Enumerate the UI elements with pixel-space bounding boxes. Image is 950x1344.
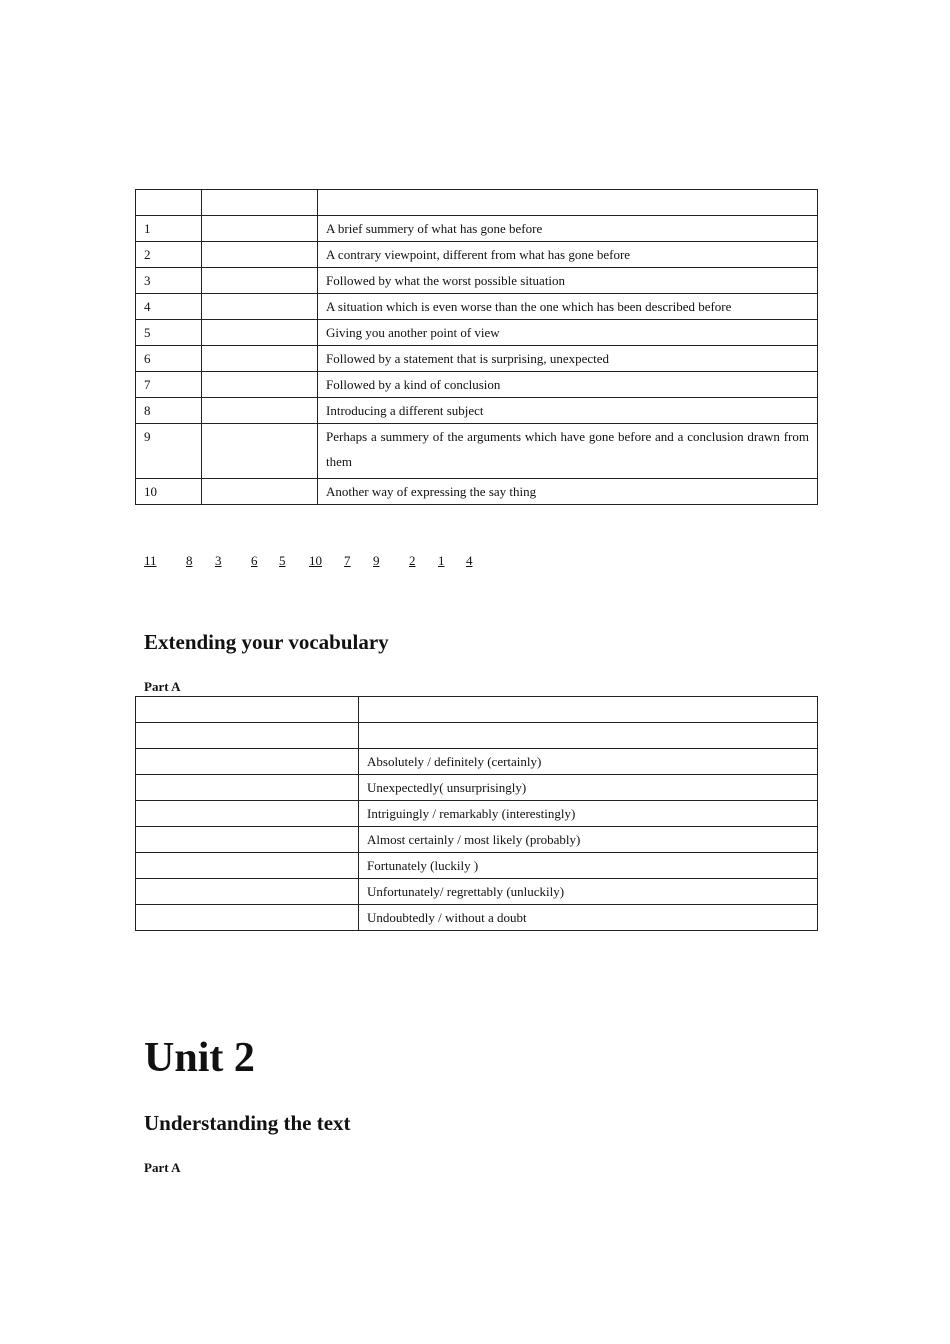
table-cell xyxy=(136,905,359,931)
table-row xyxy=(136,749,818,775)
table-cell: Fortunately (luckily ) xyxy=(359,853,818,879)
answer-item: 9 xyxy=(373,553,380,568)
row-description: A situation which is even worse than the one which has been described before xyxy=(318,294,818,320)
table-row xyxy=(136,216,818,242)
table-cell xyxy=(136,879,359,905)
answer-cell xyxy=(202,424,318,479)
row-description: Perhaps a summery of the arguments which have gone before and a conclusion drawn from them xyxy=(318,424,818,479)
table-header-row xyxy=(136,190,818,216)
table-row xyxy=(136,320,818,346)
section-heading: Extending your vocabulary xyxy=(144,630,389,654)
row-number: 2 xyxy=(136,242,202,268)
answer-item: 4 xyxy=(466,553,473,568)
table-cell xyxy=(202,190,318,216)
table-cell xyxy=(136,801,359,827)
table-cell xyxy=(136,853,359,879)
table-cell xyxy=(136,697,359,723)
answer-item: 1 xyxy=(438,553,445,568)
answer-item: 6 xyxy=(251,553,258,568)
answer-cell xyxy=(202,346,318,372)
part-label: Part A xyxy=(144,679,181,694)
table-row xyxy=(136,268,818,294)
row-number: 9 xyxy=(136,424,202,479)
unit-title: Unit 2 xyxy=(144,1035,255,1081)
answer-item: 11 xyxy=(144,553,157,568)
answer-cell xyxy=(202,216,318,242)
row-description: Followed by a kind of conclusion xyxy=(318,372,818,398)
row-number: 7 xyxy=(136,372,202,398)
table-cell: Unfortunately/ regrettably (unluckily) xyxy=(359,879,818,905)
table-cell xyxy=(318,190,818,216)
table-row xyxy=(136,853,818,879)
answer-cell xyxy=(202,398,318,424)
table-cell: Almost certainly / most likely (probably) xyxy=(359,827,818,853)
answer-item: 7 xyxy=(344,553,351,568)
table-cell xyxy=(136,749,359,775)
table-row xyxy=(136,905,818,931)
answer-cell xyxy=(202,320,318,346)
row-number: 3 xyxy=(136,268,202,294)
vocabulary-table xyxy=(135,696,818,931)
row-number: 6 xyxy=(136,346,202,372)
table-cell xyxy=(136,827,359,853)
table-row xyxy=(136,346,818,372)
answer-item: 8 xyxy=(186,553,193,568)
table-cell xyxy=(136,723,359,749)
table-cell xyxy=(136,190,202,216)
answer-item: 3 xyxy=(215,553,222,568)
table-row xyxy=(136,697,818,723)
table-row xyxy=(136,827,818,853)
table-cell: Unexpectedly( unsurprisingly) xyxy=(359,775,818,801)
row-description: Introducing a different subject xyxy=(318,398,818,424)
table-row xyxy=(136,294,818,320)
answer-cell xyxy=(202,294,318,320)
answer-item: 10 xyxy=(309,553,322,568)
answer-cell xyxy=(202,242,318,268)
row-description: Another way of expressing the say thing xyxy=(318,479,818,505)
answer-cell xyxy=(202,479,318,505)
table-cell: Intriguingly / remarkably (interestingly) xyxy=(359,801,818,827)
table-row xyxy=(136,801,818,827)
row-number: 5 xyxy=(136,320,202,346)
row-description: Followed by a statement that is surprising, unexpected xyxy=(318,346,818,372)
table-row xyxy=(136,372,818,398)
table-row xyxy=(136,723,818,749)
table-cell xyxy=(136,775,359,801)
row-number: 8 xyxy=(136,398,202,424)
table-cell: Undoubtedly / without a doubt xyxy=(359,905,818,931)
part-label: Part A xyxy=(144,1160,181,1175)
row-number: 4 xyxy=(136,294,202,320)
answer-item: 2 xyxy=(409,553,416,568)
table-row xyxy=(136,398,818,424)
section-heading: Understanding the text xyxy=(144,1111,351,1135)
row-number: 10 xyxy=(136,479,202,505)
table-cell xyxy=(359,697,818,723)
answer-cell xyxy=(202,372,318,398)
table-row xyxy=(136,242,818,268)
row-number: 1 xyxy=(136,216,202,242)
table-row xyxy=(136,479,818,505)
table-row xyxy=(136,424,818,479)
row-description: Followed by what the worst possible situation xyxy=(318,268,818,294)
table-row xyxy=(136,775,818,801)
row-description: A contrary viewpoint, different from what has gone before xyxy=(318,242,818,268)
matching-table xyxy=(135,189,818,505)
row-description: A brief summery of what has gone before xyxy=(318,216,818,242)
row-description: Giving you another point of view xyxy=(318,320,818,346)
table-cell xyxy=(359,723,818,749)
table-cell: Absolutely / definitely (certainly) xyxy=(359,749,818,775)
table-row xyxy=(136,879,818,905)
answer-item: 5 xyxy=(279,553,286,568)
answer-cell xyxy=(202,268,318,294)
